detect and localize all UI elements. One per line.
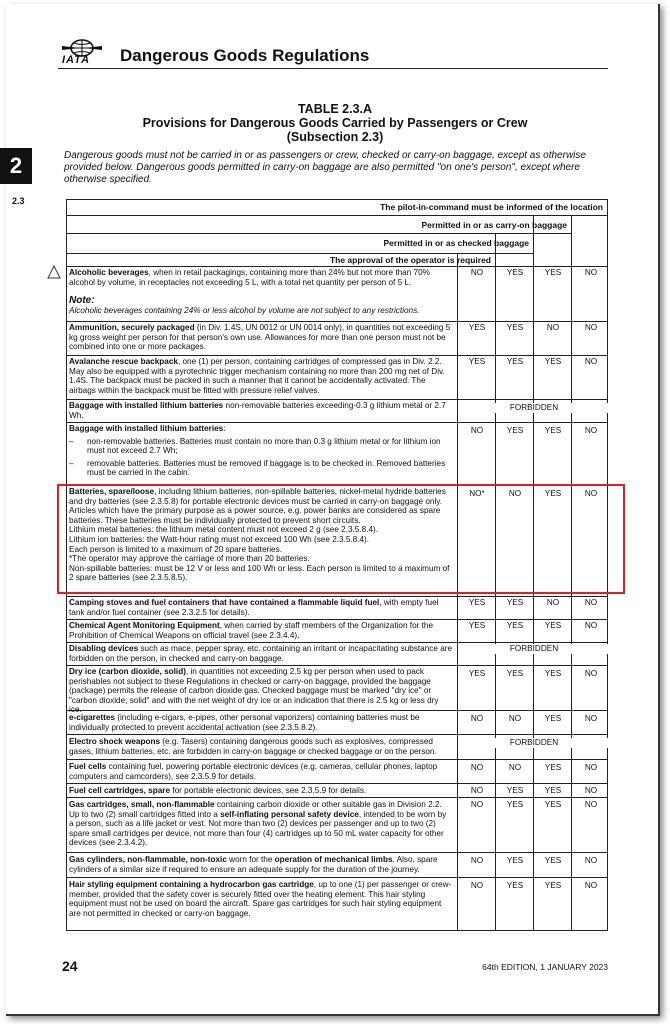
battery-line: Lithium metal batteries: the lithium metal content must not exceed 2 g (see 2.3.5.8.4). <box>69 525 379 535</box>
cell-forbidden: FORBIDDEN <box>459 738 609 748</box>
cell-forbidden: FORBIDDEN <box>459 403 609 413</box>
row-rule <box>67 642 607 643</box>
cell-pilot: NO <box>584 426 598 435</box>
note-text: Alcoholic beverages containing 24% or less alcohol by volume are not subject to any restrictions. <box>69 305 420 315</box>
cell-approval: NO* <box>469 489 485 498</box>
row-gas-cylinders-desc: Gas cylinders, non-flammable, non-toxic worn for the operation of mechanical limbs. Also, spare cylinders of a similar size if required to ensure an adequate supply for the duration of the journey. <box>69 855 438 874</box>
cell-forbidden: FORBIDDEN <box>459 644 609 654</box>
cell-checked: YES <box>506 881 524 890</box>
cell-approval: YES <box>468 669 486 678</box>
cell-checked: NO <box>508 763 522 772</box>
cell-carry-on: YES <box>544 268 562 277</box>
cell-carry-on: YES <box>544 426 562 435</box>
table-title <box>60 102 610 144</box>
row-gas-cartridges-desc: Gas cartridges, small, non-flammable containing carbon dioxide or other suitable gas in Division 2.2. Up to two (2) small cartridges fitted into a self-inflating personal safety device, intended to be worn by a person, such as a life jacket or vest. Not more than two (2) devices per passenger and up to two (2) spare small cartridges per device, not more than four (4) cartridges up to 50 mL water capacity for other devices (see 2.3.4.2). <box>69 800 447 848</box>
logo-text: IATA <box>62 54 91 66</box>
cell-checked: YES <box>506 621 524 630</box>
row-batteries-spare-desc: Batteries, spare/loose, including lithium batteries, non-spillable batteries, nickel-metal hydride batteries and dry batteries (see 2.3.5.8) for portable electronic devices must be carried in carry-on baggage only. Articles which have the primary purpose as a power source, e.g. power banks are considered as spare batteries. These batteries must be individually protected to prevent short circuits. Lithium metal batteries: the lithium metal content must not exceed 2 g (see 2.3.5.8.4). Lithium ion batteries: the Watt-hour rating must not exceed 100 Wh (see 2.3.5.8.4). Each person is limited to a maximum of 20 spare batteries. *The operator may approve the carriage of more than 20 batteries. Non-spillable batteries: must be 12 V or less and 100 Wh or less. Each person is limited to a maximum of 2 spare batteries (see 2.3.5.8.5). <box>69 487 453 583</box>
header-rule <box>67 233 571 234</box>
cell-carry-on: NO <box>546 598 560 607</box>
cell-carry-on: YES <box>544 786 562 795</box>
cell-approval: NO <box>470 763 484 772</box>
section-number: 2.3 <box>12 196 25 206</box>
cell-approval: YES <box>468 621 486 630</box>
battery-line: Each person is limited to a maximum of 20 spare batteries. <box>69 544 282 554</box>
cell-approval: YES <box>468 323 486 332</box>
row-avalanche-desc: Avalanche rescue backpack, one (1) per person, containing cartridges of compressed gas in Div. 2.2. May also be equipped with a pyrotechnic trigger mechanism containing no more than 200 mg net of Div. 1.4S. The backpack must be packed in such a manner that it cannot be accidentally activated. The airbags within the backpack must be fitted with pressure relief valves. <box>69 357 445 395</box>
cell-pilot: NO <box>584 714 598 723</box>
note-title: Note: <box>69 295 95 306</box>
cell-pilot: NO <box>584 621 598 630</box>
page-number: 24 <box>62 958 78 974</box>
cell-carry-on: YES <box>544 763 562 772</box>
battery-line: Lithium ion batteries: the Watt-hour rating must not exceed 100 Wh (see 2.3.5.8.4). <box>69 534 370 544</box>
cell-checked: YES <box>506 786 524 795</box>
cell-checked: YES <box>506 357 524 366</box>
cell-pilot: NO <box>584 357 598 366</box>
row-rule <box>67 665 607 666</box>
row-chemical-desc: Chemical Agent Monitoring Equipment, when carried by staff members of the Organization for the Prohibition of Chemical Weapons on official travel (see 2.3.4.4). <box>69 621 434 640</box>
row-baggage-installed-desc: Baggage with installed lithium batteries: – non-removable batteries. Batteries must contain no more than 0.3 g lithium metal or for lithium ion must not exceed 2.7 Wh; – removable batteries. Batteries must be removed if baggage is to be checked in. Removed batteries must be carried in the cabin. <box>69 424 453 478</box>
row-rule <box>67 759 607 760</box>
cell-carry-on: YES <box>544 621 562 630</box>
header-rule <box>67 215 607 216</box>
row-rule <box>67 355 607 356</box>
cell-checked: YES <box>506 426 524 435</box>
row-ecig-desc: e-cigarettes (including e-cigars, e-pipes, other personal vaporizers) containing batteries must be individually protected to prevent accidental activation (see 2.3.5.8.2). <box>69 713 420 732</box>
cell-pilot: NO <box>584 800 598 809</box>
row-fuel-spare-desc: Fuel cell cartridges, spare for portable electronic devices, see 2.3.5.9 for details. <box>69 786 367 795</box>
cell-approval: NO <box>470 268 484 277</box>
cell-carry-on: YES <box>544 800 562 809</box>
row-rule <box>67 734 607 735</box>
list-item: – non-removable batteries. Batteries must contain no more than 0.3 g lithium metal or for lithium ion must not exceed 2.7 Wh; <box>69 437 453 456</box>
header-checked: Permitted in or as checked baggage <box>383 238 529 248</box>
row-disabling-desc: Disabling devices such as mace, pepper spray, etc. containing an irritant or incapacitating substance are forbidden on the person, in checked and carry-on baggage. <box>69 644 453 663</box>
header-approval: The approval of the operator is required <box>329 255 491 265</box>
cell-carry-on: YES <box>544 714 562 723</box>
cell-pilot: NO <box>584 856 598 865</box>
row-camping-desc: Camping stoves and fuel containers that have contained a flammable liquid fuel, with empty fuel tank and/or fuel container (see 2.3.2.5 for details). <box>69 598 439 617</box>
row-fuel-cells-desc: Fuel cells containing fuel, powering portable electronic devices (e.g. cameras, cellular phones, laptop computers and camcorders), see 2.3.5.9 for details. <box>69 762 438 781</box>
row-rule <box>67 783 607 784</box>
header-rule <box>67 253 533 254</box>
table-subsection: (Subsection 2.3) <box>286 130 384 144</box>
row-electroshock-desc: Electro shock weapons (e.g. Tasers) containing dangerous goods such as explosives, compressed gases, lithium batteries, etc. are forbidden in carry-on baggage or checked baggage or on the person. <box>69 737 437 756</box>
table-caption: Provisions for Dangerous Goods Carried by Passengers or Crew <box>142 116 528 130</box>
row-note <box>69 296 453 315</box>
battery-line: Non-spillable batteries: must be 12 V or less and 100 Wh or less. Each person is limited to a maximum of 2 spare batteries (see 2.3.5.8.5). <box>69 563 450 583</box>
row-rule <box>67 321 607 322</box>
cell-approval: YES <box>468 598 486 607</box>
cell-approval: NO <box>470 786 484 795</box>
row-rule <box>67 596 607 597</box>
header-rule <box>67 266 607 267</box>
cell-pilot: NO <box>584 598 598 607</box>
cell-carry-on: YES <box>544 489 562 498</box>
edition-label: 64th EDITION, 1 JANUARY 2023 <box>482 962 608 972</box>
cell-checked: YES <box>506 323 524 332</box>
highlight-box <box>57 484 625 594</box>
cell-approval: NO <box>470 856 484 865</box>
cell-pilot: NO <box>584 323 598 332</box>
cell-checked: YES <box>506 598 524 607</box>
chapter-tab: 2 <box>0 148 32 184</box>
row-rule <box>67 852 607 853</box>
cell-checked: NO <box>508 489 522 498</box>
cell-checked: YES <box>506 856 524 865</box>
cell-checked: YES <box>506 669 524 678</box>
row-rule <box>67 710 607 711</box>
row-hair-desc: Hair styling equipment containing a hydrocarbon gas cartridge, up to one (1) per passenger or crew-member, provided that the safety cover is securely fitted over the heating element. This hair styling equipment must not be used on board the aircraft. Spare gas cartridges for such hair styling equipment are not permitted in checked or carry-on baggage. <box>69 880 452 918</box>
row-rule <box>67 399 607 400</box>
battery-line: *The operator may approve the carriage of more than 20 batteries. <box>69 554 310 564</box>
header-pilot: The pilot-in-command must be informed of the location <box>380 202 603 212</box>
header-carry-on: Permitted in or as carry-on baggage <box>421 220 567 230</box>
list-item: – removable batteries. Batteries must be removed if baggage is to be checked in. Removed batteries must be carried in the cabin. <box>69 459 453 478</box>
row-baggage-nonremovable-desc: Baggage with installed lithium batteries non-removable batteries exceeding-0.3 g lithium metal or 2.7 Wh. <box>69 401 446 420</box>
row-rule <box>67 877 607 878</box>
header-rule <box>58 68 608 69</box>
header-title: Dangerous Goods Regulations <box>120 46 370 65</box>
cell-checked: NO <box>508 714 522 723</box>
intro-text: Dangerous goods must not be carried in or as passengers or crew, checked or carry-on baggage, except as otherwise provided below. Dangerous goods permitted in carry-on baggage are also permitted "on one's person", except where otherwise specified. <box>64 150 586 185</box>
cell-checked: YES <box>506 800 524 809</box>
row-alcoholic-desc: Alcoholic beverages, when in retail packagings, containing more than 24% but not more than 70% alcohol by volume, in receptacles not exceeding 5 L, with a total net quantity per person of 5 L. <box>69 268 430 287</box>
row-rule <box>67 619 607 620</box>
cell-pilot: NO <box>584 763 598 772</box>
cell-carry-on: YES <box>544 669 562 678</box>
cell-pilot: NO <box>584 268 598 277</box>
row-ammunition-desc: Ammunition, securely packaged (in Div. 1.4S, UN 0012 or UN 0014 only), in quantities not exceeding 5 kg gross weight per person for that person's own use. Allowances for more than one person must not be combined into one or more packages. <box>69 323 451 352</box>
cell-carry-on: YES <box>544 856 562 865</box>
change-triangle-icon <box>47 265 61 279</box>
cell-pilot: NO <box>584 489 598 498</box>
table-number: TABLE 2.3.A <box>297 102 373 116</box>
cell-carry-on: NO <box>546 323 560 332</box>
row-dry-ice-desc: Dry ice (carbon dioxide, solid), in quantities not exceeding 2.5 kg per person when used to pack perishables not subject to these Regulations in checked or carry-on baggage, provided the baggage (package) permits the release of carbon dioxide gas. Checked baggage must be marked "dry ice" or "carbon dioxide, solid" and with the net weight of dry ice or an indication that there is 2.5 kg or less dry ice. <box>69 667 439 715</box>
cell-approval: YES <box>468 357 486 366</box>
cell-approval: NO <box>470 800 484 809</box>
cell-approval: NO <box>470 426 484 435</box>
row-rule <box>67 422 607 423</box>
cell-carry-on: YES <box>544 881 562 890</box>
cell-approval: NO <box>470 714 484 723</box>
cell-carry-on: YES <box>544 357 562 366</box>
cell-approval: NO <box>470 881 484 890</box>
cell-pilot: NO <box>584 881 598 890</box>
cell-pilot: NO <box>584 669 598 678</box>
row-rule <box>67 797 607 798</box>
cell-checked: YES <box>506 268 524 277</box>
cell-pilot: NO <box>584 786 598 795</box>
